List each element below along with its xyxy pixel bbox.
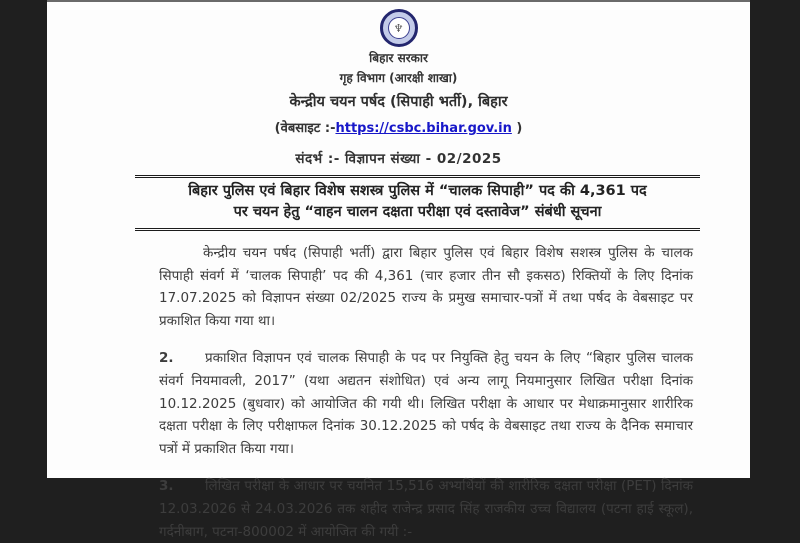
paragraph-1-text: केन्द्रीय चयन पर्षद (सिपाही भर्ती) द्वारा बिहार पुलिस एवं बिहार विशेष सशस्त्र पुलिस के चालक सिपाही संवर्ग में ‘चालक सिपाही’ पद की 4,361 (चार हजार तीन सौ इकसठ) रिक्तियों के लिए दिनांक 17.07.2025 को विज्ञापन संख्या 02/2025 राज्य के प्रमुख समाचार-पत्रों में तथा पर्षद के वेबसाइट पर प्रकाशित किया गया था। — [159, 245, 693, 329]
paragraph-1 — [159, 242, 693, 332]
bihar-government-seal-icon — [380, 9, 418, 47]
paragraph-2 — [159, 347, 693, 460]
notice-title-line1: बिहार पुलिस एवं बिहार विशेष सशस्त्र पुलिस में “चालक सिपाही” पद की 4,361 पद — [188, 183, 647, 199]
reference-line: संदर्भ :- विज्ञापन संख्या - 02/2025 — [295, 151, 502, 167]
board-name: केन्द्रीय चयन पर्षद (सिपाही भर्ती), बिहार — [289, 94, 508, 110]
document-body — [47, 231, 750, 543]
document-page — [47, 0, 750, 540]
notice-title-line2: पर चयन हेतु “वाहन चालन दक्षता परीक्षा एवं दस्तावेज” संबंधी सूचना — [233, 204, 602, 220]
website-label: (वेबसाइट :- — [274, 121, 336, 136]
seal-glyph: ♆ — [393, 21, 404, 35]
paragraph-2-text: प्रकाशित विज्ञापन एवं चालक सिपाही के पद पर नियुक्ति हेतु चयन के लिए “बिहार पुलिस चालक संवर्ग नियमावली, 2017” (यथा अद्यतन संशोधित) एवं अन्य लागू नियमानुसार लिखित परीक्षा दिनांक 10.12.2025 (बुधवार) को आयोजित की गयी थी। लिखित परीक्षा के आधार पर मेधाक्रमानुसार शारीरिक दक्षता परीक्षा के लिए परीक्षाफल दिनांक 30.12.2025 को पर्षद के वेबसाइट तथा राज्य के दैनिक समाचार पत्रों में प्रकाशित किया गया। — [159, 350, 693, 457]
paragraph-2-number: 2. — [159, 350, 174, 367]
left-dark-margin — [0, 0, 47, 478]
document-header — [47, 9, 750, 167]
website-line — [47, 118, 750, 136]
paragraph-3-number: 3. — [159, 478, 174, 495]
website-suffix: ) — [511, 121, 523, 136]
right-dark-margin — [750, 0, 800, 478]
department-name: गृह विभाग (आरक्षी शाखा) — [339, 71, 458, 85]
paragraph-3-text: लिखित परीक्षा के आधार पर चयनित 15,516 अभ्यर्थियों की शारीरिक दक्षता परीक्षा (PET) दिनांक 12.03.2026 से 24.03.2026 तक शहीद राजेन्द्र प्रसाद सिंह राजकीय उच्च विद्यालय (पटना हाई स्कूल), गर्दनीबाग, पटना-800002 में आयोजित की गयी :- — [159, 478, 693, 540]
paragraph-3 — [159, 475, 693, 543]
website-link[interactable]: https://csbc.bihar.gov.in — [335, 121, 512, 136]
government-name: बिहार सरकार — [369, 51, 428, 65]
seal-center-icon — [388, 17, 410, 39]
notice-title — [135, 175, 700, 231]
